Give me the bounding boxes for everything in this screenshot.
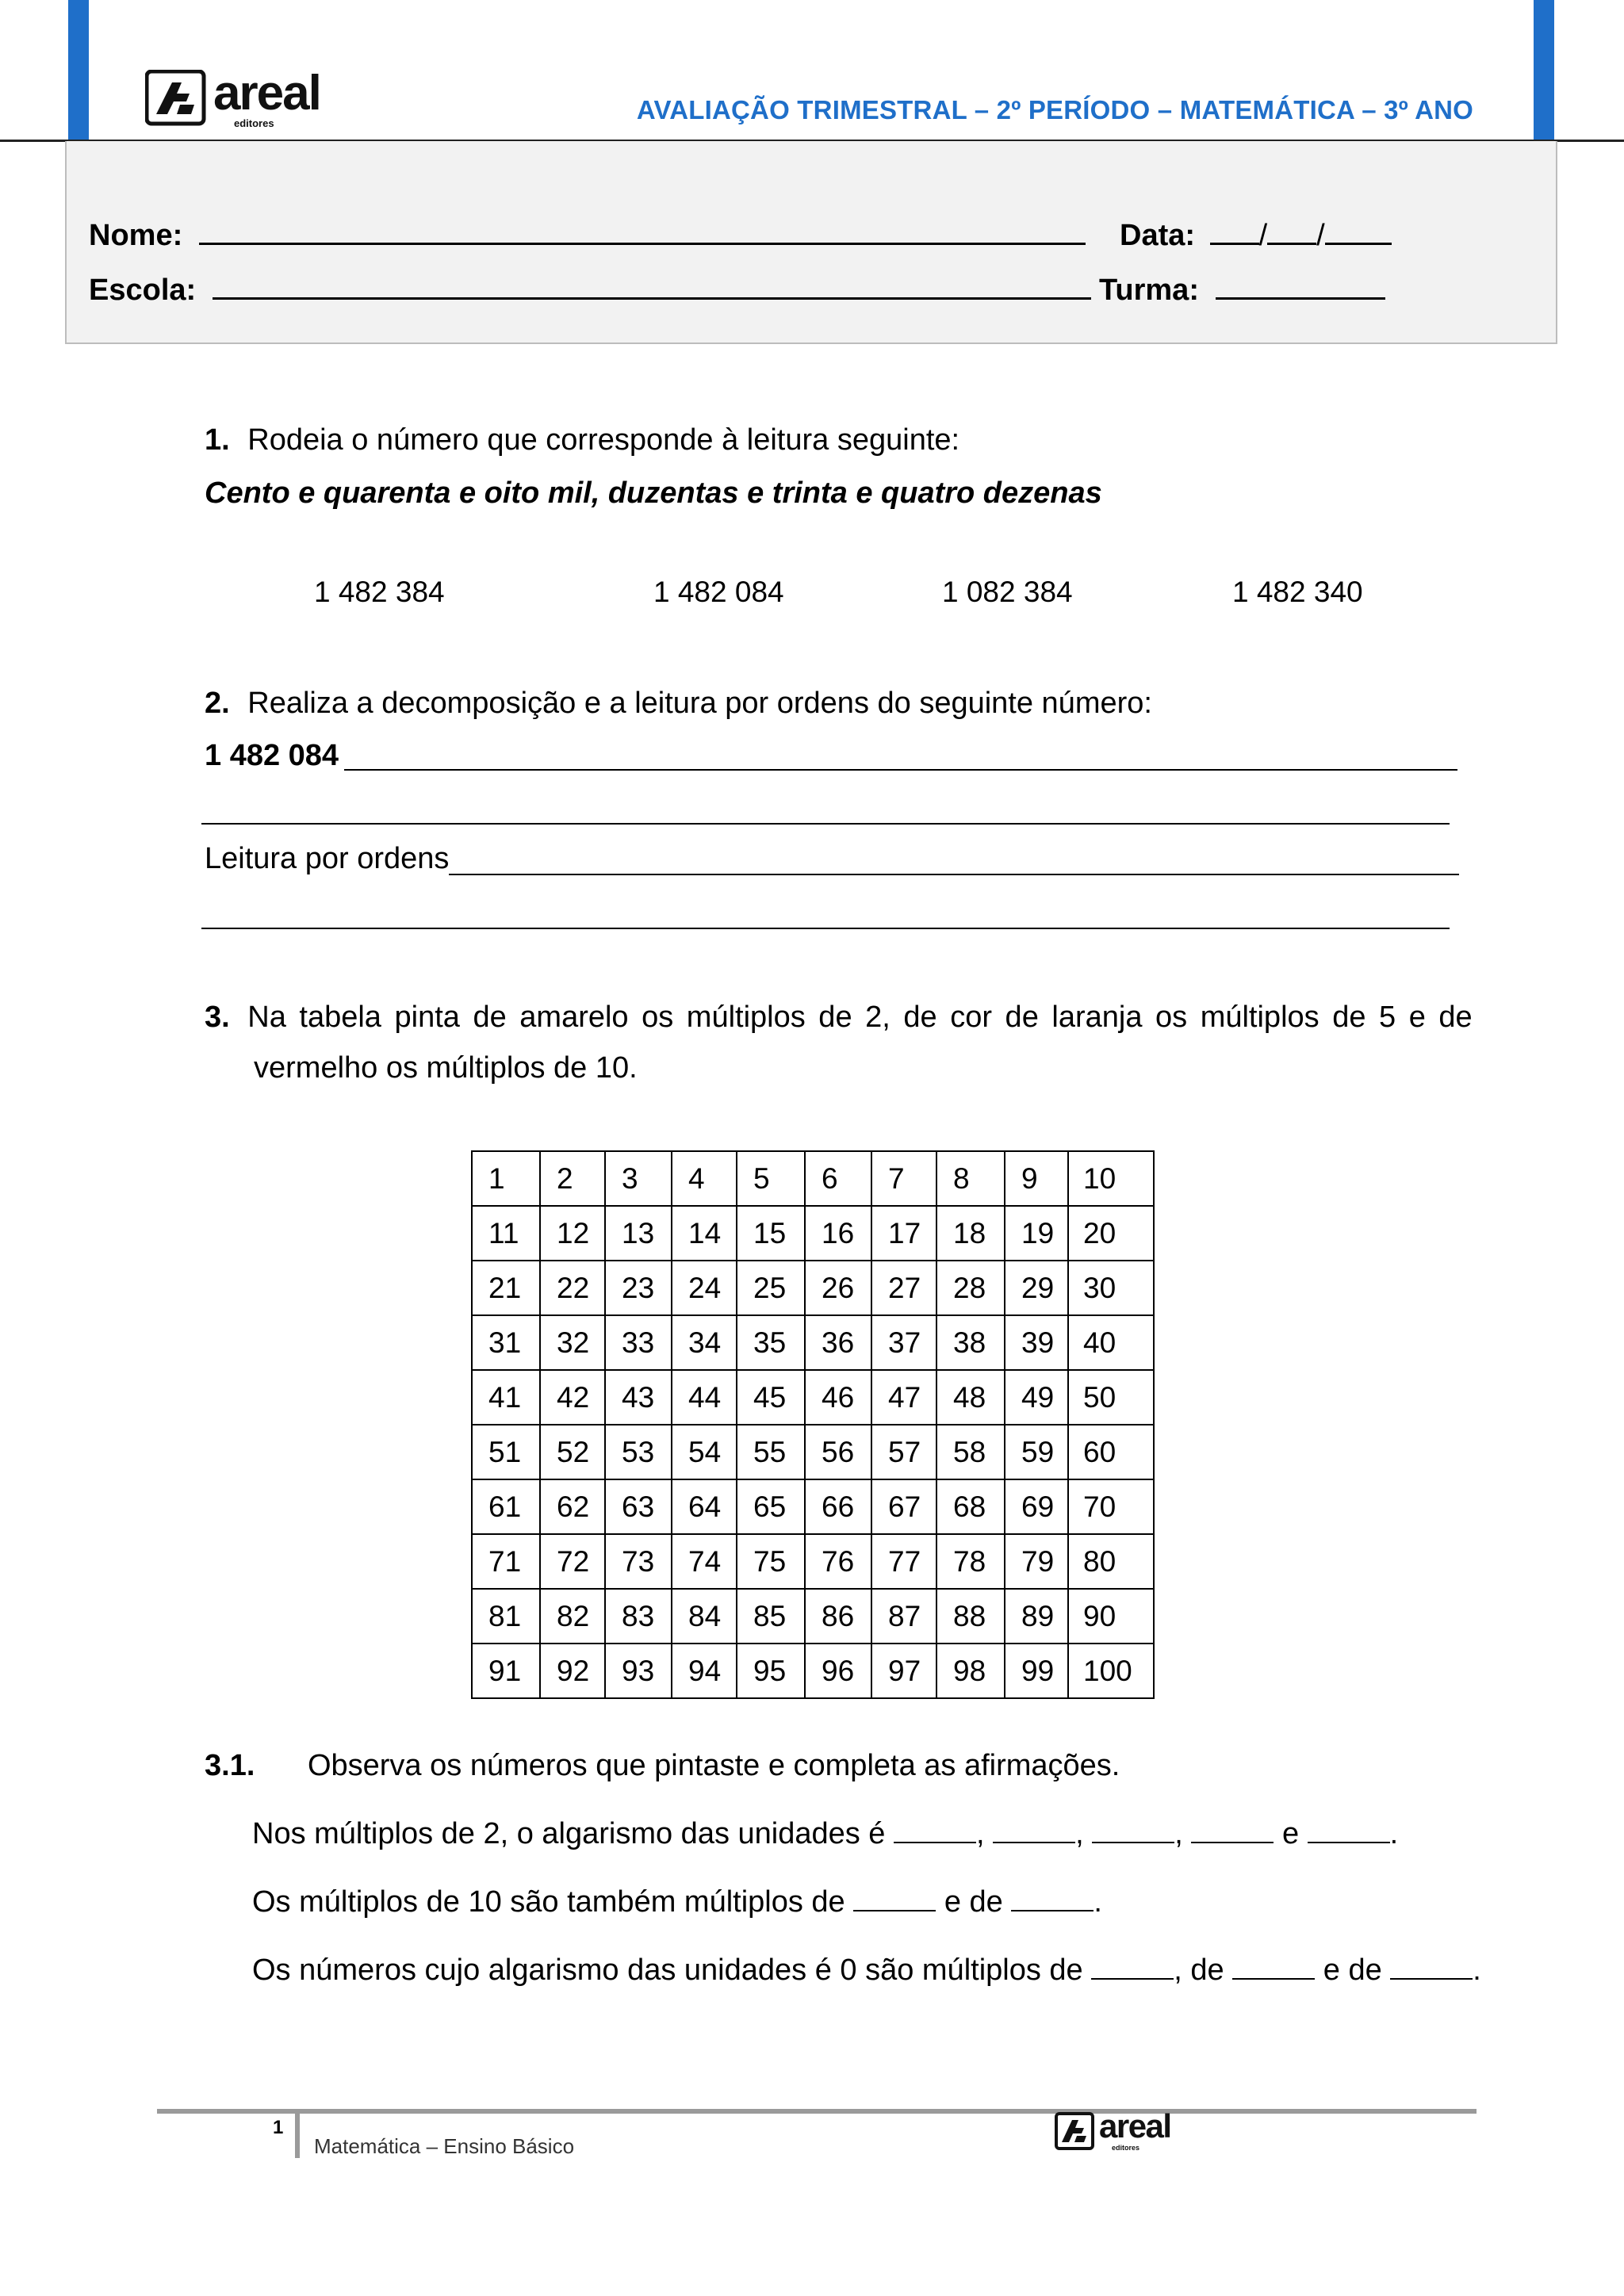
grid-row [472,1151,1154,1206]
areal-logo-sub: editores [234,117,274,129]
grid-row [472,1589,1154,1644]
grid-cell[interactable]: 89 [1005,1589,1068,1644]
grid-cell[interactable]: 28 [936,1261,1005,1315]
grid-cell[interactable]: 57 [871,1425,936,1479]
grid-cell[interactable]: 14 [672,1206,737,1261]
q2-text: Realiza a decomposição e a leitura por ordens do seguinte número: [247,687,1152,720]
date-month-line[interactable] [1267,219,1316,245]
grid-cell[interactable]: 46 [805,1370,871,1425]
period: . [1389,1817,1399,1850]
grid-cell[interactable]: 37 [871,1315,936,1370]
grid-cell[interactable]: 3 [605,1151,672,1206]
turma-label: Turma: [1099,274,1199,307]
escola-input-line[interactable] [213,274,1091,300]
grid-cell[interactable]: 10 [1068,1151,1154,1206]
q31-s1-blank-5[interactable] [1308,1818,1390,1843]
q1-reading: Cento e quarenta e oito mil, duzentas e trinta e quatro dezenas [205,476,1102,510]
grid-cell[interactable]: 31 [472,1315,540,1370]
grid-cell[interactable]: 98 [936,1644,1005,1698]
footer-subject: Matemática – Ensino Básico [314,2134,575,2158]
grid-cell[interactable]: 34 [672,1315,737,1370]
q1-prompt [205,423,959,457]
grid-cell[interactable]: 79 [1005,1534,1068,1589]
grid-row [472,1370,1154,1425]
grid-row [472,1206,1154,1261]
date-separator: / [1316,219,1325,252]
footer-logo-wordmark: areal [1099,2107,1171,2145]
grid-cell[interactable]: 92 [540,1644,605,1698]
grid-cell[interactable]: 62 [540,1479,605,1534]
grid-cell[interactable]: 26 [805,1261,871,1315]
grid-cell[interactable]: 55 [737,1425,805,1479]
grid-cell[interactable]: 100 [1068,1644,1154,1698]
grid-row [472,1479,1154,1534]
q31-prompt [205,1749,1120,1783]
grid-cell[interactable]: 6 [805,1151,871,1206]
grid-cell[interactable]: 66 [805,1479,871,1534]
areal-logo-wordmark: areal [213,66,320,121]
grid-cell[interactable]: 12 [540,1206,605,1261]
grid-cell[interactable]: 78 [936,1534,1005,1589]
grid-cell[interactable]: 87 [871,1589,936,1644]
grid-cell[interactable]: 81 [472,1589,540,1644]
escola-field [89,274,1091,308]
grid-cell[interactable]: 86 [805,1589,871,1644]
grid-cell[interactable]: 15 [737,1206,805,1261]
grid-cell[interactable]: 99 [1005,1644,1068,1698]
q3-prompt-line-2: vermelho os múltiplos de 10. [254,1051,638,1085]
grid-cell[interactable]: 76 [805,1534,871,1589]
grid-cell[interactable]: 96 [805,1644,871,1698]
grid-cell[interactable]: 52 [540,1425,605,1479]
q31-statement-1 [252,1817,1398,1851]
q31-s1-text: Nos múltiplos de 2, o algarismo das unidades é [252,1817,886,1850]
q31-s1-blank-3[interactable] [1092,1818,1174,1843]
page-title: AVALIAÇÃO TRIMESTRAL – 2º PERÍODO – MATEMÁTICA – 3º ANO [636,95,1473,124]
grid-cell[interactable]: 36 [805,1315,871,1370]
grid-cell[interactable]: 7 [871,1151,936,1206]
and-word: e [1281,1817,1300,1850]
grid-cell[interactable]: 47 [871,1370,936,1425]
grid-cell[interactable]: 24 [672,1261,737,1315]
grid-cell[interactable]: 65 [737,1479,805,1534]
q2-prompt [205,687,1152,721]
comma: , [1174,1817,1183,1850]
grid-cell[interactable]: 85 [737,1589,805,1644]
grid-cell[interactable]: 56 [805,1425,871,1479]
q31-s3-text: Os números cujo algarismo das unidades é 0 são múltiplos de [252,1954,1083,1987]
q31-s1-blank-1[interactable] [894,1818,976,1843]
q1-option-4[interactable]: 1 482 340 [1232,576,1363,608]
grid-cell[interactable]: 40 [1068,1315,1154,1370]
header-left-blue-bar [68,0,89,141]
q31-s3-blank-3[interactable] [1390,1954,1473,1980]
turma-input-line[interactable] [1216,274,1385,300]
q31-s3-blank-2[interactable] [1232,1954,1315,1980]
grid-cell[interactable]: 97 [871,1644,936,1698]
grid-cell[interactable]: 51 [472,1425,540,1479]
nome-input-line[interactable] [199,219,1086,245]
grid-cell[interactable]: 43 [605,1370,672,1425]
turma-field [1099,274,1385,308]
grid-cell[interactable]: 4 [672,1151,737,1206]
grid-cell[interactable]: 60 [1068,1425,1154,1479]
grid-cell[interactable]: 48 [936,1370,1005,1425]
q2-number: 2. [205,687,230,720]
grid-cell[interactable]: 25 [737,1261,805,1315]
grid-cell[interactable]: 68 [936,1479,1005,1534]
date-separator: / [1258,219,1268,252]
q1-option-1[interactable]: 1 482 384 [314,576,445,608]
grid-cell[interactable]: 35 [737,1315,805,1370]
q1-option-2[interactable]: 1 482 084 [653,576,784,608]
period: . [1473,1954,1481,1987]
grid-cell[interactable]: 8 [936,1151,1005,1206]
grid-cell[interactable]: 38 [936,1315,1005,1370]
grid-cell[interactable]: 20 [1068,1206,1154,1261]
q2-leitura-line-2[interactable] [201,904,1450,929]
grid-cell[interactable]: 27 [871,1261,936,1315]
areal-logo [145,66,359,132]
nome-field [89,219,1086,253]
grid-cell[interactable]: 19 [1005,1206,1068,1261]
comma: , [1075,1817,1084,1850]
grid-cell[interactable]: 49 [1005,1370,1068,1425]
q31-s1-blank-4[interactable] [1191,1818,1274,1843]
nome-label: Nome: [89,219,183,252]
data-field [1120,219,1392,253]
grid-row [472,1644,1154,1698]
grid-cell[interactable]: 61 [472,1479,540,1534]
comma: , [976,1817,985,1850]
q31-s2-blank-2[interactable] [1011,1886,1094,1911]
date-day-line[interactable] [1210,219,1259,245]
q31-statement-2 [252,1885,1102,1919]
grid-cell[interactable]: 80 [1068,1534,1154,1589]
grid-cell[interactable]: 42 [540,1370,605,1425]
grid-cell[interactable]: 72 [540,1534,605,1589]
q31-statement-3 [252,1954,1481,1988]
grid-cell[interactable]: 84 [672,1589,737,1644]
q2-decomposition-line-2[interactable] [201,799,1450,825]
grid-cell[interactable]: 70 [1068,1479,1154,1534]
grid-cell[interactable]: 17 [871,1206,936,1261]
grid-cell[interactable]: 16 [805,1206,871,1261]
q31-s3-blank-1[interactable] [1091,1954,1174,1980]
and-de-word: e de [944,1885,1003,1919]
grid-row [472,1534,1154,1589]
q2-value: 1 482 084 [205,739,339,772]
grid-cell[interactable]: 23 [605,1261,672,1315]
footer-page-number: 1 [273,2117,284,2138]
grid-cell[interactable]: 83 [605,1589,672,1644]
grid-cell[interactable]: 18 [936,1206,1005,1261]
grid-cell[interactable]: 29 [1005,1261,1068,1315]
grid-cell[interactable]: 88 [936,1589,1005,1644]
q3-prompt-line-1 [205,1001,1473,1035]
footer-areal-logo [1055,2107,1197,2153]
grid-cell[interactable]: 77 [871,1534,936,1589]
q31-number: 3.1. [205,1749,255,1782]
q2-decomposition-line-1[interactable] [344,745,1457,771]
grid-cell[interactable]: 93 [605,1644,672,1698]
grid-cell[interactable]: 82 [540,1589,605,1644]
grid-cell[interactable]: 69 [1005,1479,1068,1534]
footer-rule [157,2109,1477,2114]
q1-number: 1. [205,423,230,457]
header-right-blue-bar [1534,0,1554,141]
grid-cell[interactable]: 11 [472,1206,540,1261]
footer-logo-sub: editores [1112,2144,1140,2152]
escola-label: Escola: [89,274,197,307]
grid-cell[interactable]: 95 [737,1644,805,1698]
grid-cell[interactable]: 41 [472,1370,540,1425]
and-de-word: e de [1323,1954,1382,1987]
grid-cell[interactable]: 73 [605,1534,672,1589]
grid-cell[interactable]: 59 [1005,1425,1068,1479]
grid-cell[interactable]: 39 [1005,1315,1068,1370]
q31-s2-blank-1[interactable] [853,1886,936,1911]
date-year-line[interactable] [1325,219,1392,245]
grid-cell[interactable]: 74 [672,1534,737,1589]
q3-text-1: Na tabela pinta de amarelo os múltiplos de 2, de cor de laranja os múltiplos de 5 e de [247,1001,1473,1034]
grid-cell[interactable]: 33 [605,1315,672,1370]
q31-text: Observa os números que pintaste e completa as afirmações. [307,1749,1120,1782]
grid-cell[interactable]: 32 [540,1315,605,1370]
footer-divider [295,2109,300,2158]
grid-cell[interactable]: 44 [672,1370,737,1425]
grid-cell[interactable]: 90 [1068,1589,1154,1644]
q31-s1-blank-2[interactable] [993,1818,1075,1843]
q2-leitura-line-1[interactable] [449,850,1459,875]
comma-de-word: , de [1174,1954,1224,1987]
grid-cell[interactable]: 54 [672,1425,737,1479]
grid-cell[interactable]: 94 [672,1644,737,1698]
grid-cell[interactable]: 58 [936,1425,1005,1479]
q1-text: Rodeia o número que corresponde à leitura seguinte: [247,423,960,457]
grid-cell[interactable]: 45 [737,1370,805,1425]
q1-option-3[interactable]: 1 082 384 [942,576,1073,608]
grid-cell[interactable]: 75 [737,1534,805,1589]
grid-cell[interactable]: 30 [1068,1261,1154,1315]
grid-row [472,1261,1154,1315]
grid-cell[interactable]: 5 [737,1151,805,1206]
data-label: Data: [1120,219,1196,252]
hundred-grid [471,1150,1155,1699]
grid-row [472,1315,1154,1370]
grid-cell[interactable]: 63 [605,1479,672,1534]
grid-cell[interactable]: 91 [472,1644,540,1698]
grid-cell[interactable]: 21 [472,1261,540,1315]
grid-cell[interactable]: 64 [672,1479,737,1534]
grid-row [472,1425,1154,1479]
grid-cell[interactable]: 13 [605,1206,672,1261]
grid-cell[interactable]: 1 [472,1151,540,1206]
grid-cell[interactable]: 67 [871,1479,936,1534]
q31-s2-text: Os múltiplos de 10 são também múltiplos de [252,1885,845,1919]
q2-leitura-label: Leitura por ordens [205,842,450,875]
grid-cell[interactable]: 71 [472,1534,540,1589]
period: . [1094,1885,1102,1919]
grid-cell[interactable]: 50 [1068,1370,1154,1425]
grid-cell[interactable]: 53 [605,1425,672,1479]
grid-cell[interactable]: 22 [540,1261,605,1315]
grid-cell[interactable]: 9 [1005,1151,1068,1206]
q3-number: 3. [205,1001,230,1034]
grid-cell[interactable]: 2 [540,1151,605,1206]
